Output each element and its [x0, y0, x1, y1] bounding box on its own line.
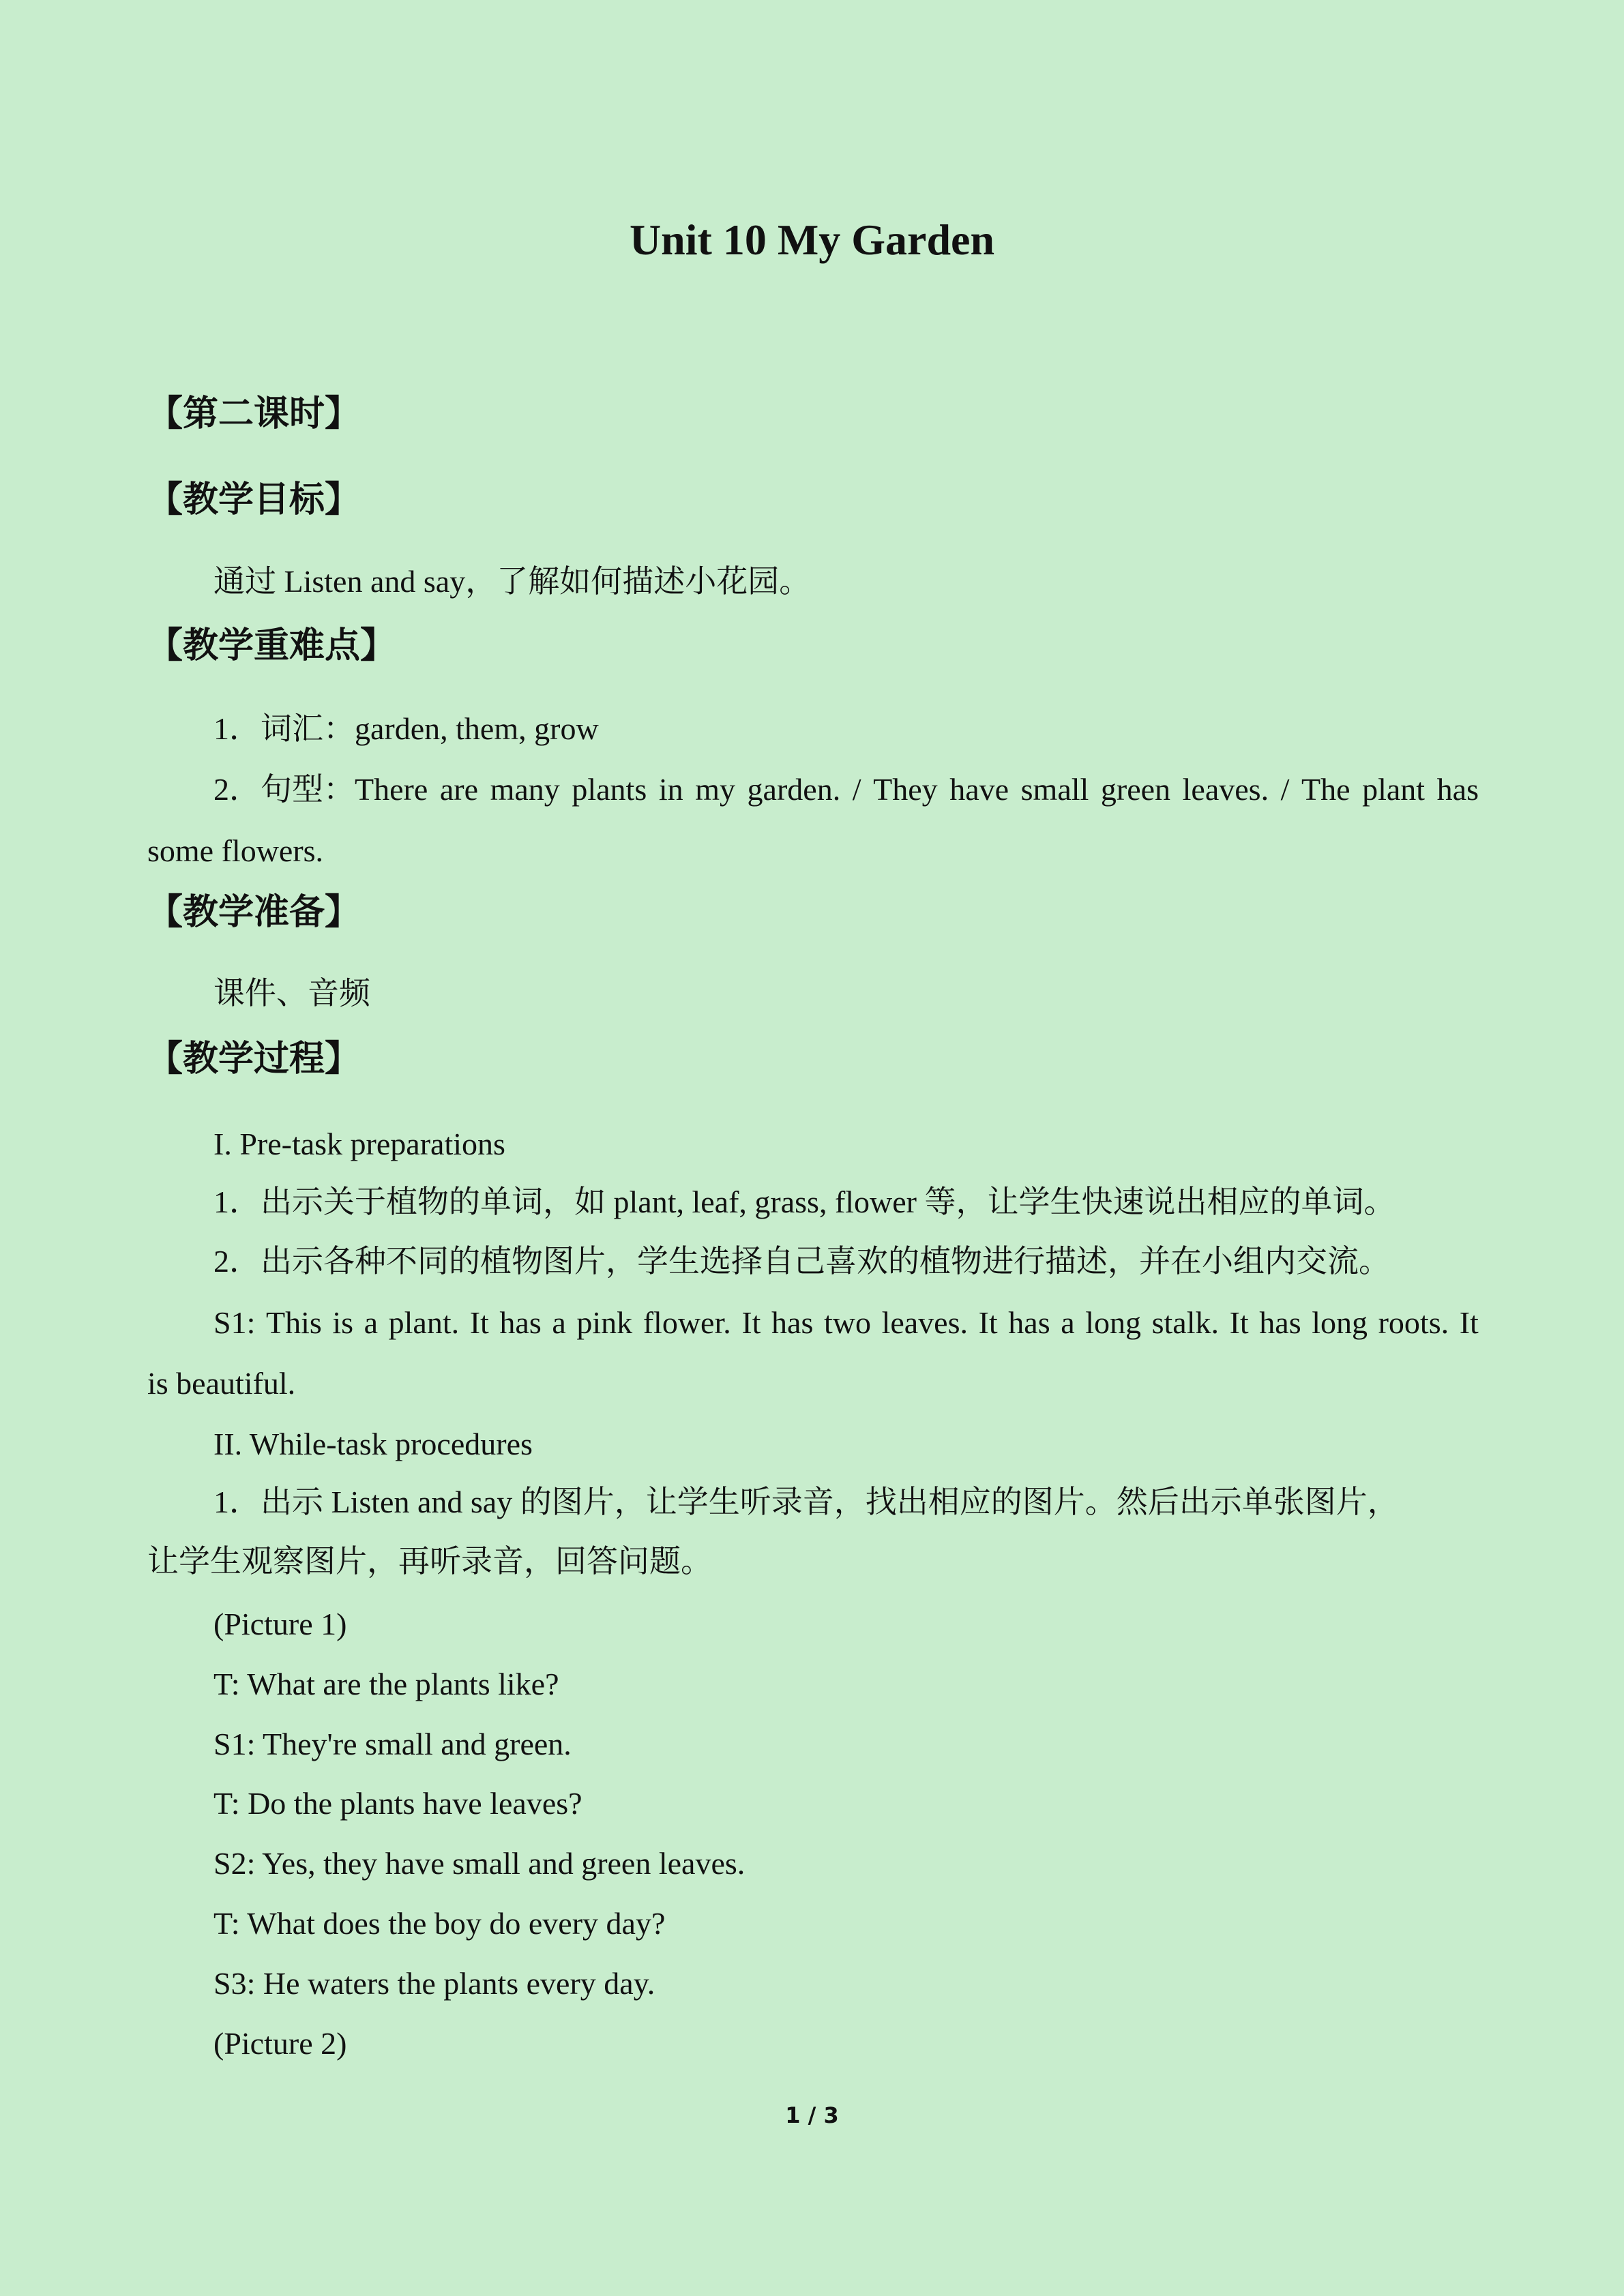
dialogue-line: S1: They're small and green. — [213, 1727, 572, 1761]
dialogue-line: T: What does the boy do every day? — [213, 1906, 666, 1941]
word: has — [499, 1305, 542, 1340]
word: two — [823, 1305, 871, 1340]
preparation-text: 课件、音频 — [213, 976, 370, 1011]
word: many — [490, 772, 560, 807]
word: green — [1100, 772, 1171, 807]
while-task-item-1-line1: 1．出示 Listen and say 的图片，让学生听录音，找出相应的图片。然后出示单张图片， — [213, 1485, 1399, 1519]
while-task-title: II. While-task procedures — [213, 1427, 533, 1461]
s1-line2: is beautiful. — [147, 1366, 296, 1401]
heading-period: 【第二课时】 — [147, 393, 361, 434]
dialogue-line: S2: Yes, they have small and green leaves. — [213, 1846, 745, 1881]
document-title: Unit 10 My Garden — [629, 215, 995, 264]
word: This — [265, 1305, 322, 1340]
word: a — [1061, 1305, 1075, 1340]
word: in — [658, 772, 683, 807]
word: are — [439, 772, 478, 807]
word: has — [1259, 1305, 1301, 1340]
word: plant — [1362, 772, 1426, 807]
word: / — [852, 772, 861, 807]
word: It — [978, 1305, 998, 1340]
word: It — [741, 1305, 761, 1340]
word: small — [1020, 772, 1089, 807]
word: leaves. — [1182, 772, 1269, 807]
word: It — [469, 1305, 489, 1340]
word: has — [1008, 1305, 1050, 1340]
word: stalk. — [1151, 1305, 1219, 1340]
word: garden. — [747, 772, 841, 807]
key-points-sentence-line2: some flowers. — [147, 833, 324, 868]
word: plant. — [388, 1305, 460, 1340]
word: plants — [572, 772, 647, 807]
pre-task-item-1: 1．出示关于植物的单词，如 plant, leaf, grass, flower 等，让学生快速说出相应的单词。 — [213, 1184, 1396, 1219]
word: long — [1085, 1305, 1142, 1340]
pre-task-item-2: 2．出示各种不同的植物图片，学生选择自己喜欢的植物进行描述，并在小组内交流。 — [213, 1244, 1390, 1279]
heading-key-points: 【教学重难点】 — [147, 625, 396, 666]
word: has — [771, 1305, 814, 1340]
word: It — [1229, 1305, 1249, 1340]
heading-process: 【教学过程】 — [147, 1039, 361, 1079]
word: leaves. — [881, 1305, 968, 1340]
dialogue-line: S3: He waters the plants every day. — [213, 1966, 655, 2001]
word: 2．句型：There — [213, 772, 428, 807]
word: S1: — [213, 1305, 256, 1340]
word: The — [1301, 772, 1350, 807]
word: my — [695, 772, 735, 807]
word: a — [552, 1305, 566, 1340]
heading-preparation: 【教学准备】 — [147, 892, 361, 933]
word: a — [364, 1305, 379, 1340]
word: flower. — [643, 1305, 731, 1340]
s1-line1 — [213, 1302, 1479, 1343]
dialogue-line: (Picture 2) — [213, 2026, 347, 2061]
word: have — [949, 772, 1009, 807]
while-task-item-1-line2: 让学生观察图片，再听录音，回答问题。 — [147, 1544, 712, 1579]
pre-task-title: I. Pre-task preparations — [213, 1127, 505, 1161]
dialogue-line: (Picture 1) — [213, 1607, 347, 1641]
word: / — [1280, 772, 1290, 807]
heading-objectives: 【教学目标】 — [147, 479, 361, 520]
word: It — [1459, 1305, 1479, 1340]
key-points-vocab: 1．词汇：garden, them, grow — [213, 711, 599, 746]
word: long — [1312, 1305, 1368, 1340]
dialogue-line: T: What are the plants like? — [213, 1667, 559, 1701]
key-points-sentence-line1 — [213, 769, 1479, 810]
objectives-text: 通过 Listen and say，了解如何描述小花园。 — [213, 564, 811, 599]
word: pink — [576, 1305, 633, 1340]
word: They — [873, 772, 938, 807]
page-number: 1 / 3 — [785, 2102, 839, 2128]
word: has — [1436, 772, 1479, 807]
dialogue-line: T: Do the plants have leaves? — [213, 1786, 582, 1821]
word: roots. — [1378, 1305, 1449, 1340]
word: is — [332, 1305, 354, 1340]
